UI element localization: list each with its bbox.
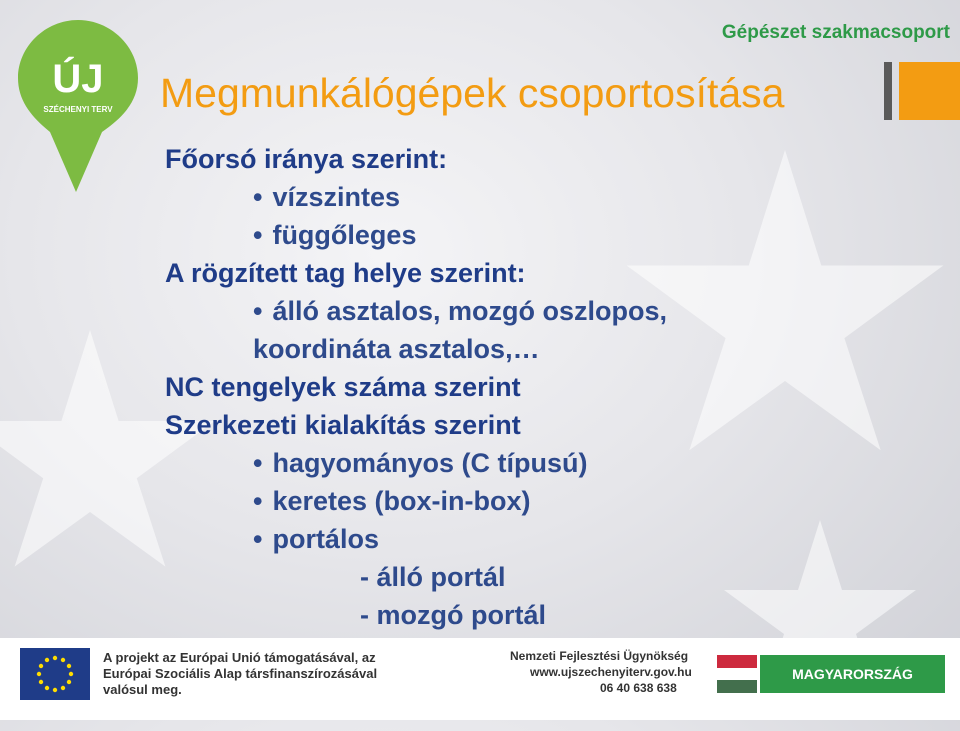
list-item [253,295,667,327]
footer-banner [0,638,960,720]
list-item-text: keretes (box-in-box) [272,486,531,516]
list-item [253,181,400,213]
sub-list-item: - álló portál [360,562,506,592]
hungarian-flag-icon [717,655,757,693]
sub-list-item: - mozgó portál [360,600,546,630]
uj-szechenyi-terv-logo [18,20,138,195]
agency-website: www.ujszechenyiterv.gov.hu [530,665,692,679]
background-star [620,150,950,480]
agency-block [510,648,692,696]
list-item-text: függőleges [272,220,417,250]
list-item [253,485,531,517]
heading-structural-design: Szerkezeti kialakítás szerint [165,410,521,440]
agency-phone: 06 40 638 638 [600,681,677,695]
eu-flag-icon [20,648,90,700]
page-title: Megmunkálógépek csoportosítása [160,70,785,116]
list-item-continuation: koordináta asztalos,… [253,334,540,364]
eu-funding-text: A projekt az Európai Unió támogatásával, az Európai Szociális Alap társfinanszírozásával valósul meg. [103,650,378,697]
logo-subtitle: SZÉCHENYI TERV [43,105,113,114]
heading-fixed-member: A rögzített tag helye szerint: [165,258,526,288]
list-item-text: hagyományos (C típusú) [272,448,588,478]
title-accent-bar-gray [884,62,892,120]
list-item [253,523,379,555]
logo-mark: ÚJ [52,57,104,101]
heading-nc-axes: NC tengelyek száma szerint [165,372,521,402]
list-item [253,447,587,479]
motto-banner: MAGYARORSZÁG MEGÚJUL [760,655,945,693]
title-accent-bar-orange [899,62,960,120]
list-item-text: portálos [272,524,379,554]
list-item-text: vízszintes [272,182,401,212]
agency-name: Nemzeti Fejlesztési Ügynökség [510,649,689,663]
list-item [253,219,416,251]
header-group-label: Gépészet szakmacsoport [721,22,950,43]
background-star [0,330,220,590]
heading-spindle-direction: Főorsó iránya szerint: [165,144,448,174]
list-item-text: álló asztalos, mozgó oszlopos, [272,296,668,326]
